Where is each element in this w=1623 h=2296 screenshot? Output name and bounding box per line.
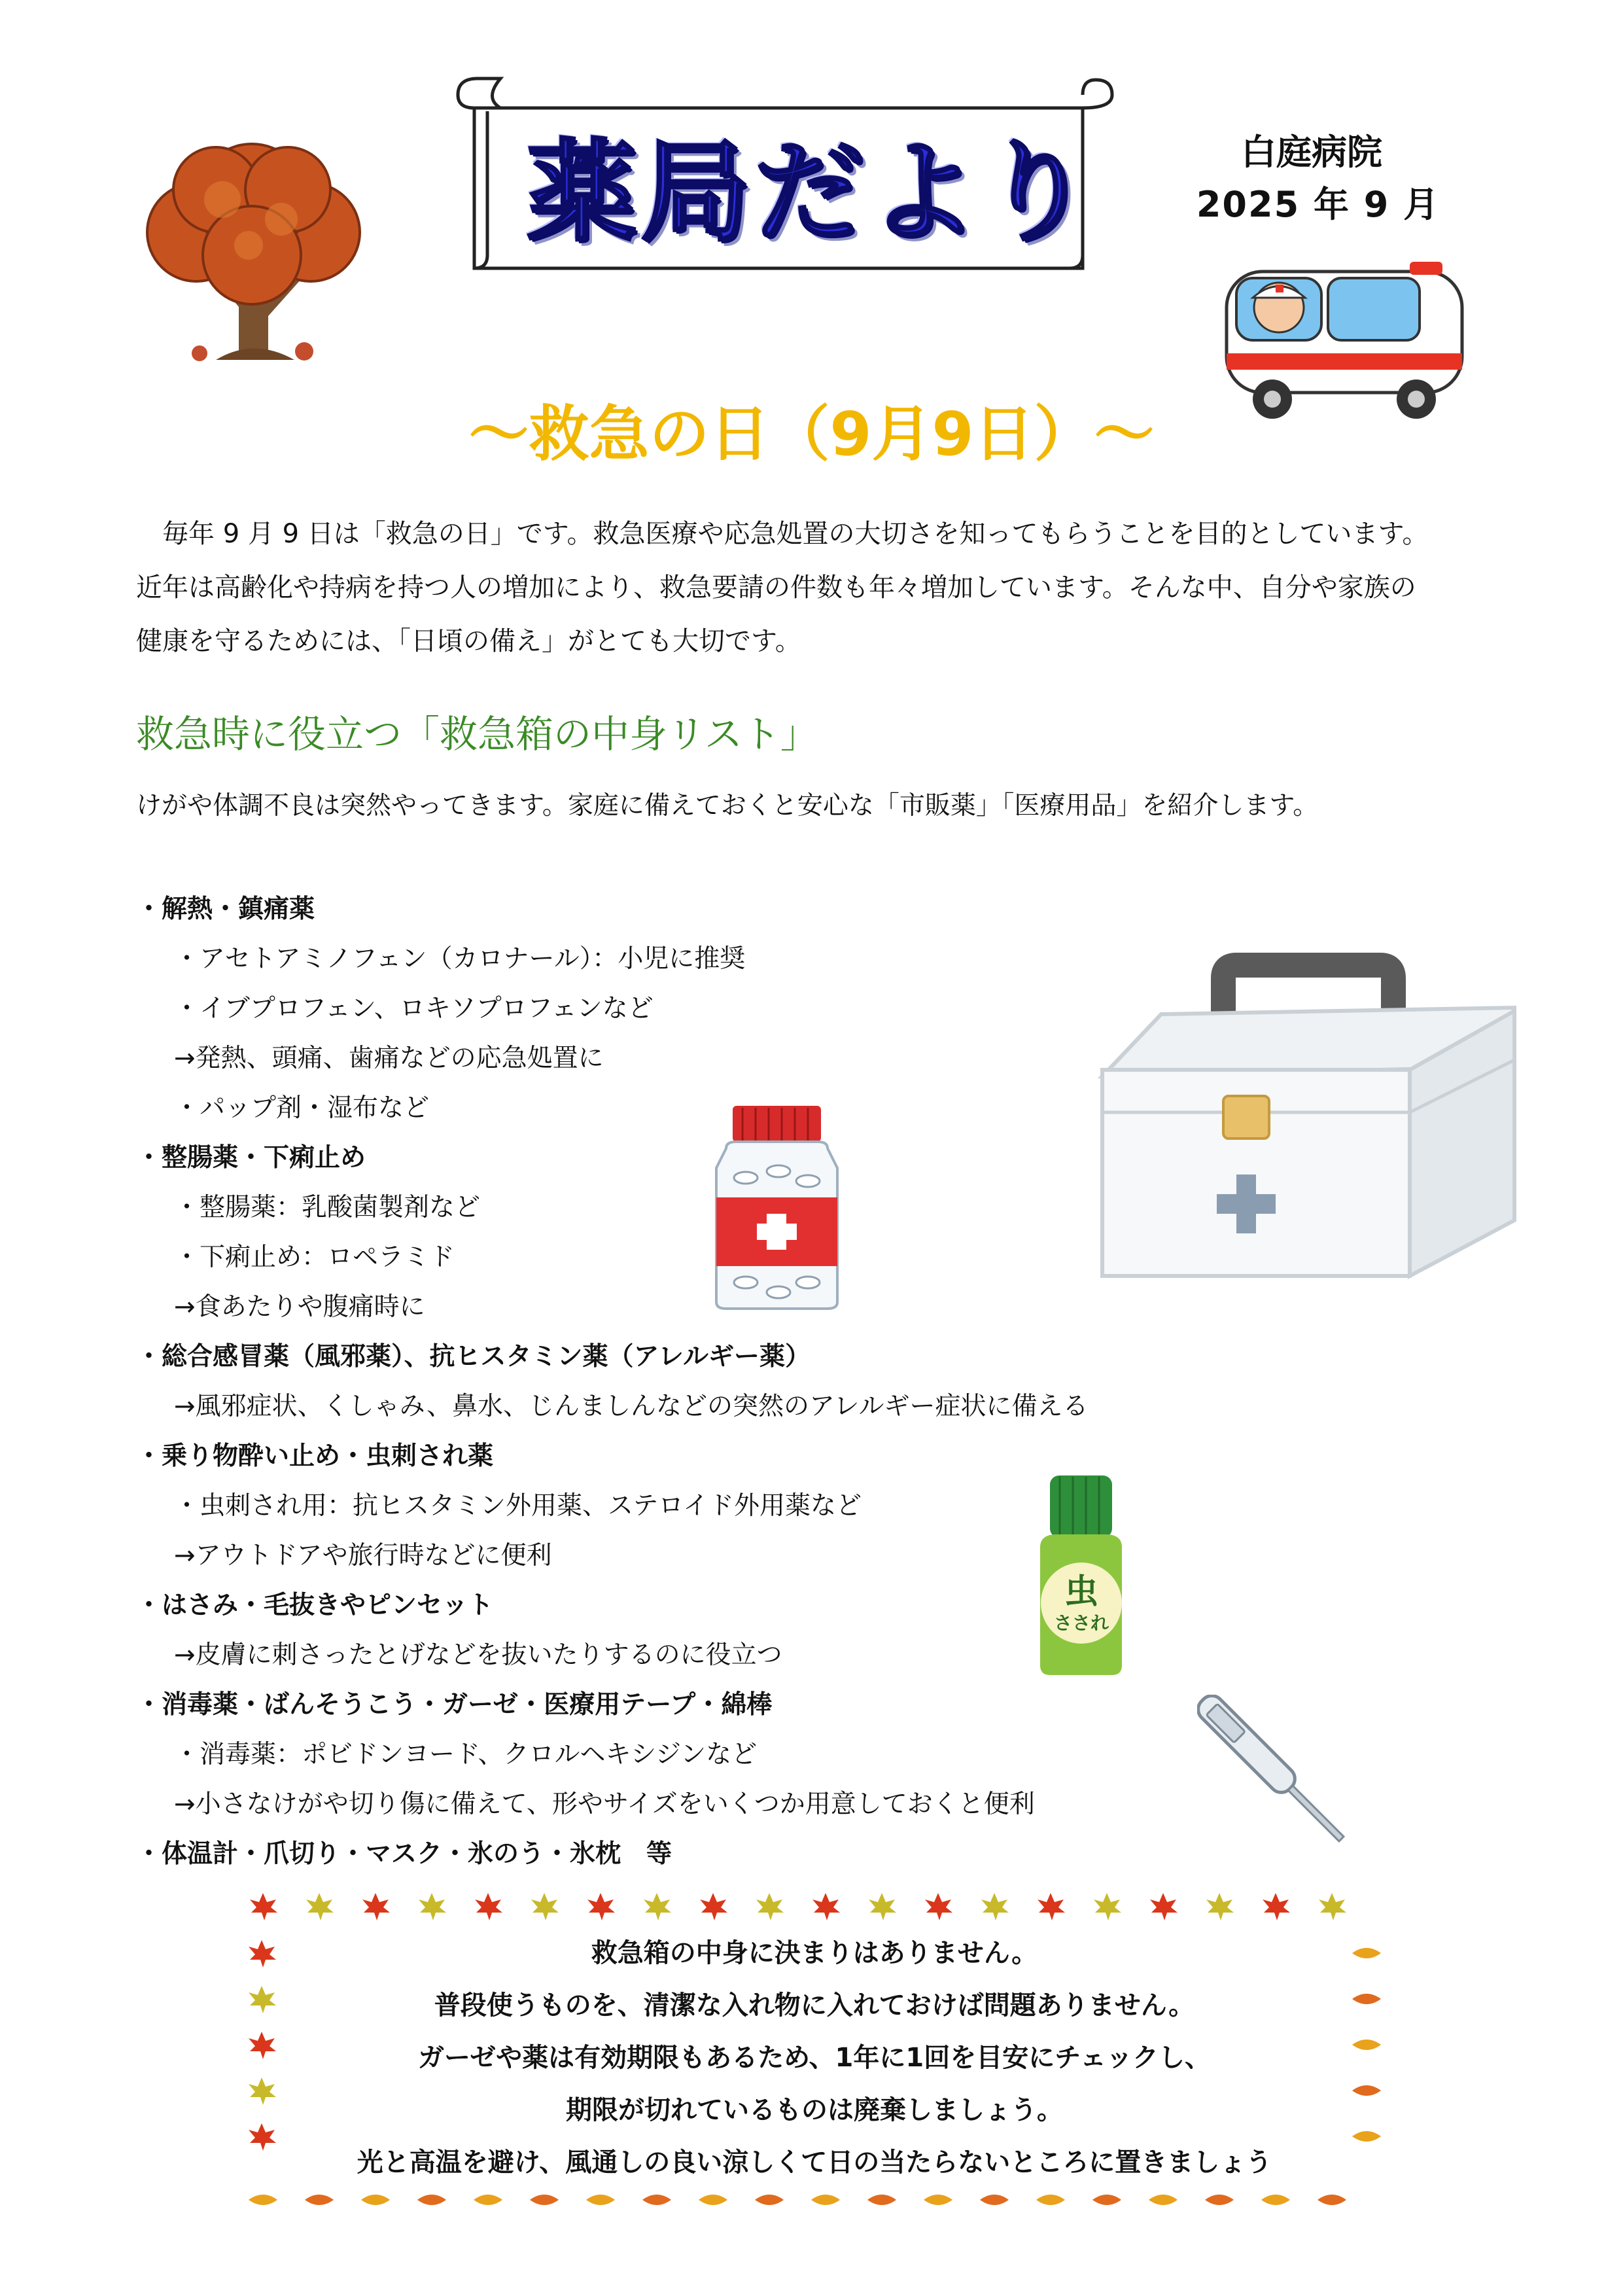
leaf-icon	[587, 1893, 615, 1920]
leaf-icon	[1352, 1948, 1381, 1958]
leaf-icon	[306, 1893, 334, 1920]
list-item: →小さなけがや切り傷に備えて、形やサイズをいくつか用意しておくと便利	[174, 1790, 1035, 1819]
leaf-icon	[1352, 2040, 1381, 2050]
list-item: →食あたりや腹痛時に	[174, 1292, 425, 1322]
leaf-icon	[867, 2195, 896, 2205]
leaf-icon	[1205, 2195, 1234, 2205]
leaf-icon	[700, 1893, 727, 1920]
hospital-name: 白庭病院	[1241, 132, 1382, 173]
leaf-icon	[1094, 1893, 1121, 1920]
leaf-icon	[1206, 1893, 1234, 1920]
leaf-icon	[981, 1893, 1009, 1920]
leaf-icon	[642, 2195, 671, 2205]
first-aid-kit-list	[136, 885, 1183, 1879]
intro-line-3: 健康を守るためには、「日頃の備え」がとても大切です。	[136, 626, 801, 656]
leaf-icon	[250, 1893, 277, 1920]
bug-label: 虫	[1064, 1572, 1099, 1612]
notice-line: 普段使うものを、清潔な入れ物に入れておけば問題ありません。	[434, 1990, 1195, 2021]
leaf-icon	[1149, 2195, 1178, 2205]
notice-line: ガーゼや薬は有効期限もあるため、1年に1回を目安にチェックし、	[417, 2043, 1212, 2073]
leaf-icon	[1352, 2131, 1381, 2142]
leaf-icon	[812, 1893, 840, 1920]
leaf-icon	[530, 2195, 559, 2205]
bug-bite-medicine-illustration	[1024, 1469, 1138, 1678]
list-item: ・イブプロフェン、ロキソプロフェンなど	[174, 994, 654, 1023]
leaf-icon	[1263, 1893, 1290, 1920]
newsletter-title: 薬局だより	[527, 128, 1096, 256]
intro-line-2: 近年は高齢化や持病を持つ人の増加により、救急要請の件数も年々増加しています。そんな中、自分や家族の	[136, 573, 1416, 603]
section-heading: 救急時に役立つ「救急箱の中身リスト」	[136, 712, 818, 756]
leaf-icon	[699, 2195, 727, 2205]
notice-line: 期限が切れているものは廃棄しましょう。	[566, 2095, 1063, 2125]
list-category: ・総合感冒薬（風邪薬）、抗ヒスタミン薬（アレルギー薬）	[136, 1342, 811, 1371]
list-item: →発熱、頭痛、歯痛などの応急処置に	[174, 1044, 604, 1073]
intro-line-1: 毎年 9 月 9 日は「救急の日」です。救急医療や応急処置の大切さを知ってもらうことを目的としています。	[136, 519, 1429, 549]
leaf-icon	[811, 2195, 840, 2205]
list-category: ・解熱・鎮痛薬	[136, 894, 315, 924]
leaf-icon	[249, 2077, 276, 2105]
leaf-icon	[1352, 2085, 1381, 2096]
leaf-icon	[755, 2195, 784, 2205]
list-item: ・パップ剤・湿布など	[174, 1093, 430, 1123]
leaf-icon	[980, 2195, 1009, 2205]
leaf-icon	[531, 1893, 559, 1920]
leaf-icon	[1318, 2195, 1346, 2205]
first-aid-box-illustration	[1089, 952, 1527, 1289]
leaf-icon	[924, 2195, 952, 2205]
leaf-icon	[1036, 2195, 1065, 2205]
list-category: ・体温計・爪切り・マスク・氷のう・氷枕 等	[136, 1839, 672, 1869]
leaf-icon	[1092, 2195, 1121, 2205]
list-item: ・下痢止め：ロペラミド	[174, 1243, 455, 1272]
issue-date: 2025 年 9 月	[1196, 184, 1440, 225]
leaf-icon	[362, 1893, 390, 1920]
list-item: ・整腸薬：乳酸菌製剤など	[174, 1193, 481, 1222]
leaf-icon	[1150, 1893, 1178, 1920]
notice-line: 救急箱の中身に決まりはありません。	[591, 1938, 1038, 1968]
list-item: ・虫刺され用：抗ヒスタミン外用薬、ステロイド外用薬など	[174, 1491, 862, 1521]
leaf-icon	[1352, 1994, 1381, 2004]
list-category: ・乗り物酔い止め・虫刺され薬	[136, 1441, 494, 1471]
medicine-bottle-illustration	[707, 1103, 847, 1312]
leaf-icon	[305, 2195, 334, 2205]
leaf-icon	[1038, 1893, 1065, 1920]
leaf-icon	[475, 1893, 502, 1920]
leaf-icon	[756, 1893, 784, 1920]
leaf-icon	[925, 1893, 952, 1920]
leaf-icon	[249, 2032, 276, 2059]
notice-line: 光と高温を避け、風通しの良い涼しくて日の当たらないところに置きましょう	[357, 2147, 1272, 2178]
bug-sublabel: さされ	[1053, 1612, 1109, 1634]
list-item: ・アセトアミノフェン（カロナール）：小児に推奨	[174, 944, 746, 974]
leaf-icon	[869, 1893, 896, 1920]
list-category: ・はさみ・毛抜きやピンセット	[136, 1591, 494, 1620]
leaf-icon	[249, 2123, 276, 2151]
list-item: ・消毒薬：ポビドンヨード、クロルヘキシジンなど	[174, 1740, 758, 1769]
list-category: ・整腸薬・下痢止め	[136, 1143, 366, 1173]
thermometer-illustration	[1197, 1695, 1361, 1858]
autumn-tree-illustration	[137, 141, 370, 366]
leaf-icon	[361, 2195, 390, 2205]
leaf-icon	[249, 1940, 276, 1968]
leaf-icon	[586, 2195, 615, 2205]
leaf-icon	[1319, 1893, 1346, 1920]
leaf-icon	[417, 2195, 446, 2205]
leaf-icon	[419, 1893, 446, 1920]
leaf-icon	[249, 2195, 277, 2205]
list-item: →風邪症状、くしゃみ、鼻水、じんましんなどの突然のアレルギー症状に備える	[174, 1392, 1089, 1421]
list-item: →皮膚に刺さったとげなどを抜いたりするのに役立つ	[174, 1640, 782, 1670]
leaf-icon	[474, 2195, 502, 2205]
leaf-icon	[1261, 2195, 1290, 2205]
section-intro: けがや体調不良は突然やってきます。家庭に備えておくと安心な「市販薬」「医療用品」を紹介します。	[136, 791, 1319, 821]
list-item: →アウトドアや旅行時などに便利	[174, 1541, 552, 1570]
notice-text	[275, 1927, 1354, 2189]
leaf-icon	[644, 1893, 671, 1920]
headline: ～救急の日（9月9日）～	[468, 399, 1155, 469]
list-category: ・消毒薬・ばんそうこう・ガーゼ・医療用テープ・綿棒	[136, 1690, 773, 1720]
leaf-icon	[249, 1986, 276, 2013]
